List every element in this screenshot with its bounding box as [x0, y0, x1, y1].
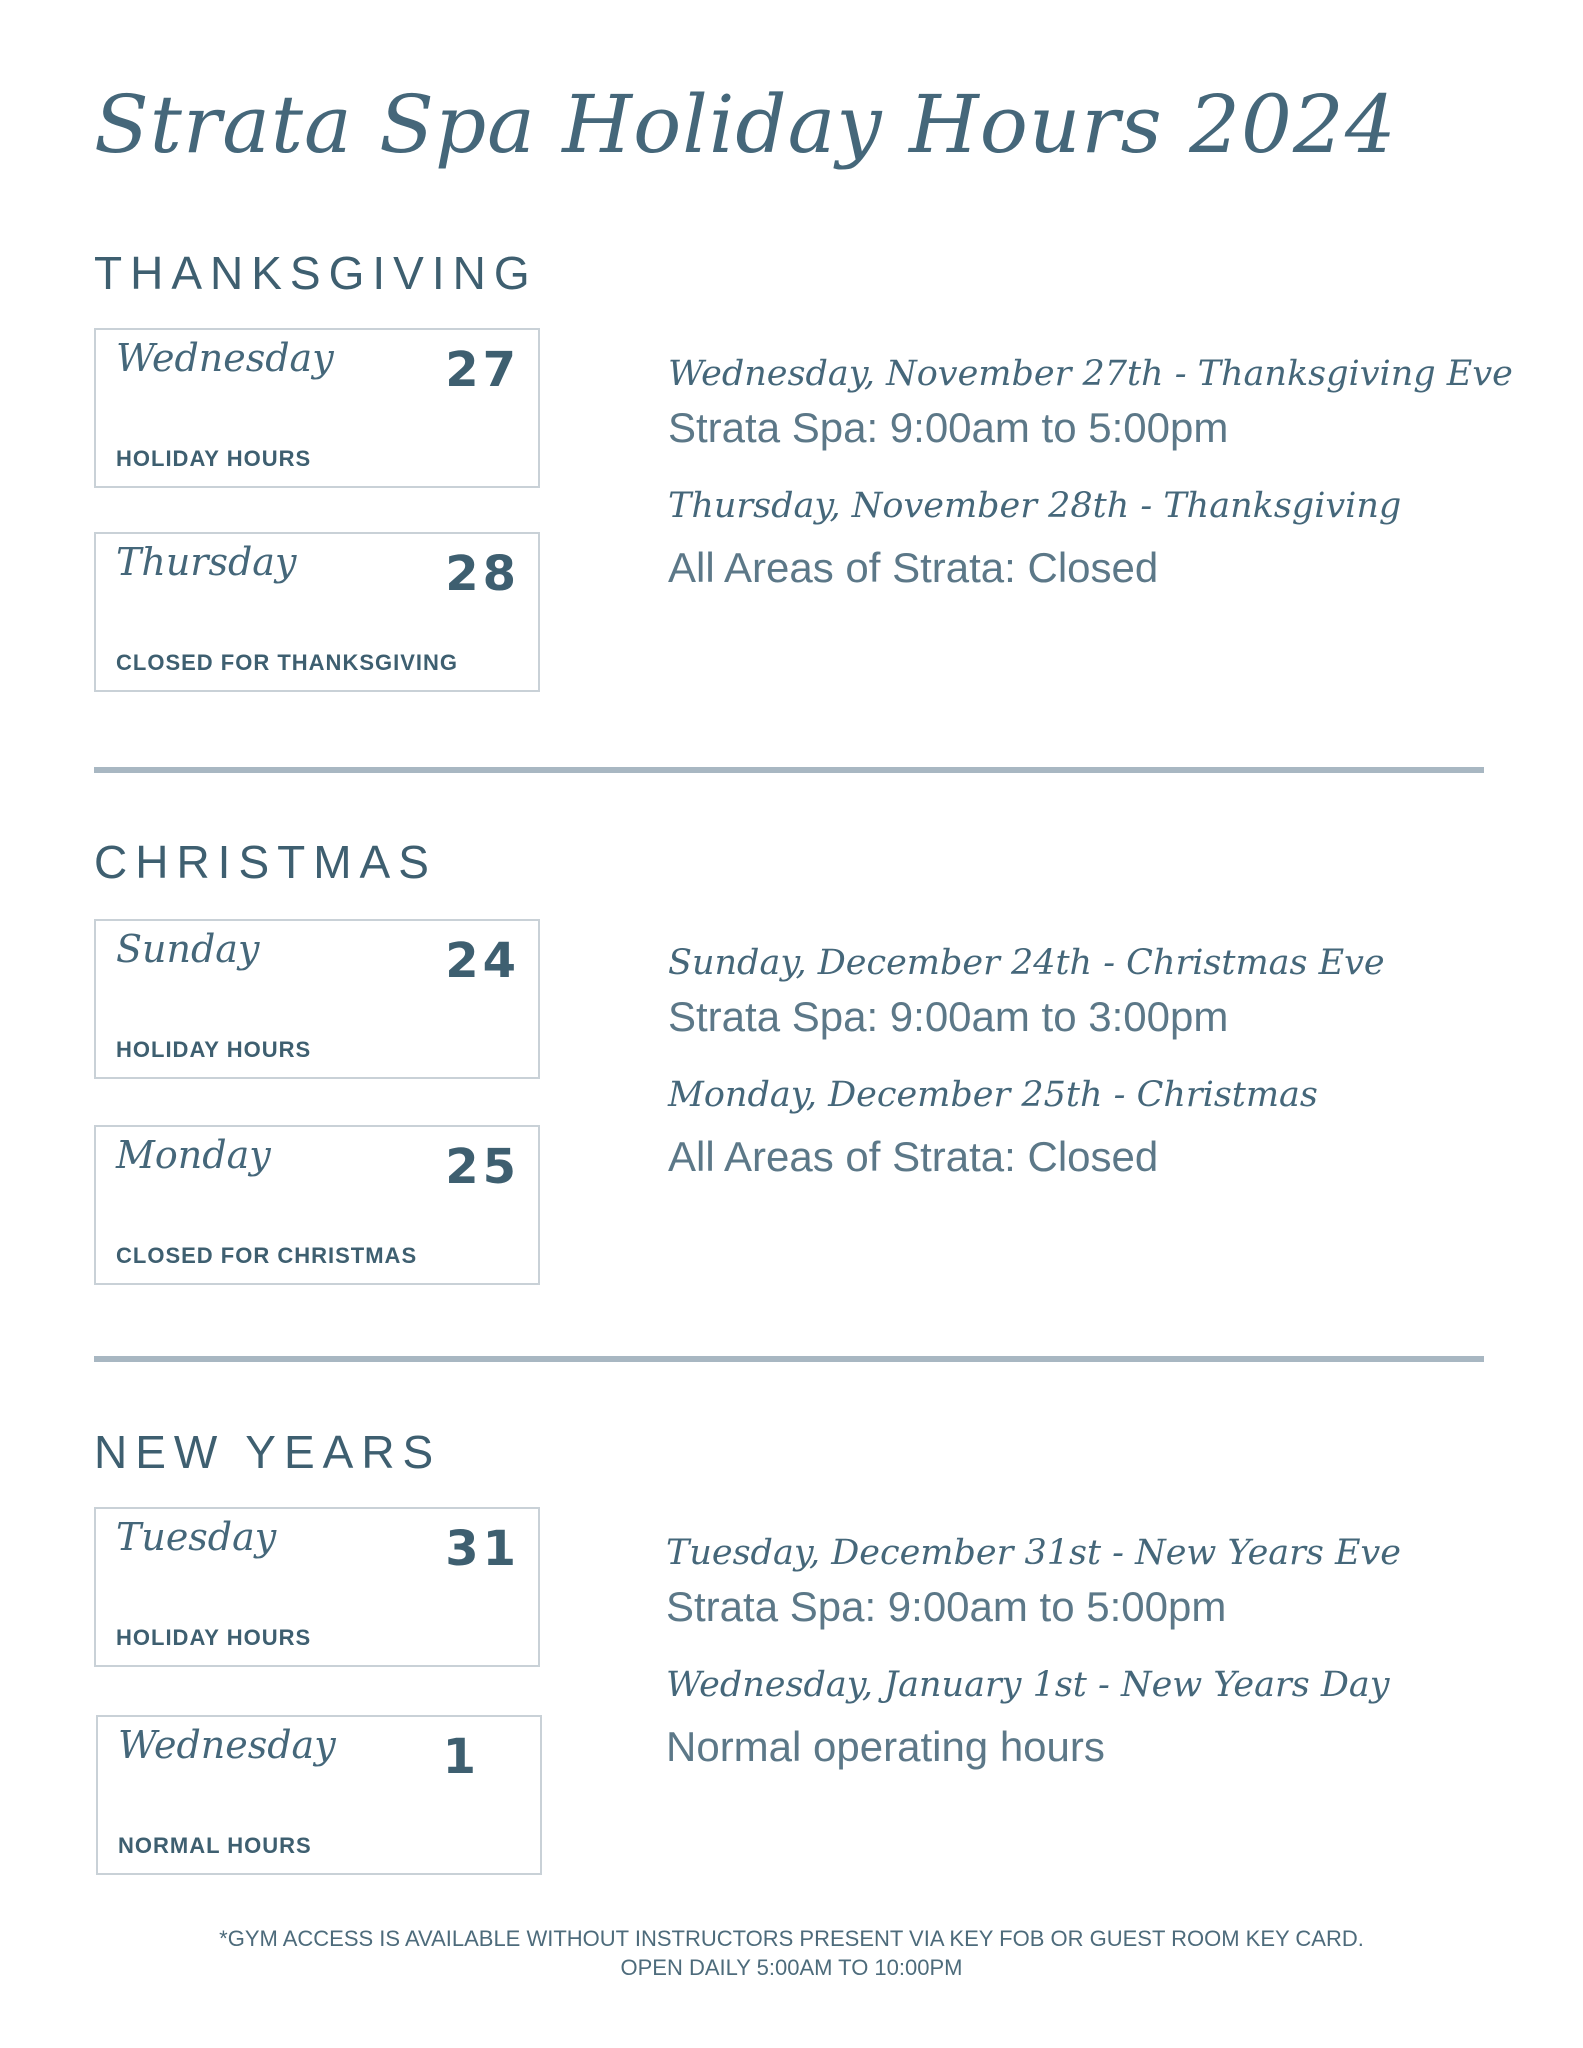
entry-description: Strata Spa: 9:00am to 3:00pm	[668, 993, 1229, 1040]
section-thanksgiving	[0, 246, 1583, 686]
entry-description: All Areas of Strata: Closed	[668, 544, 1159, 591]
date-card	[94, 1125, 540, 1285]
footer-note	[0, 1924, 1583, 1982]
card-date: 27	[445, 342, 520, 398]
entry-date: Wednesday, January 1st - New Years Day	[666, 1665, 1390, 1705]
date-card	[96, 1715, 542, 1875]
card-day: Tuesday	[116, 1515, 277, 1559]
entry-description: All Areas of Strata: Closed	[668, 1133, 1159, 1180]
section-heading: CHRISTMAS	[94, 836, 437, 888]
card-status: NORMAL HOURS	[118, 1833, 312, 1858]
card-date: 31	[445, 1521, 520, 1577]
card-day: Wednesday	[118, 1723, 336, 1767]
date-card	[94, 328, 540, 488]
entry-description: Strata Spa: 9:00am to 5:00pm	[668, 404, 1229, 451]
card-day: Monday	[116, 1133, 271, 1177]
section-heading: NEW YEARS	[94, 1426, 442, 1478]
footer-line-1: *GYM ACCESS IS AVAILABLE WITHOUT INSTRUCTORS PRESENT VIA KEY FOB OR GUEST ROOM KEY CARD.	[219, 1926, 1364, 1951]
card-day: Thursday	[116, 540, 297, 584]
entry-date: Sunday, December 24th - Christmas Eve	[668, 943, 1385, 983]
card-date: 28	[445, 546, 520, 602]
card-date: 25	[445, 1139, 520, 1195]
date-card	[94, 1507, 540, 1667]
card-day: Sunday	[116, 927, 260, 971]
card-date: 24	[445, 933, 520, 989]
card-status: HOLIDAY HOURS	[116, 446, 312, 471]
footer-line-2: OPEN DAILY 5:00AM TO 10:00PM	[620, 1955, 963, 1980]
section-divider	[94, 1356, 1484, 1362]
card-day: Wednesday	[116, 336, 334, 380]
section-divider	[94, 767, 1484, 773]
card-status: HOLIDAY HOURS	[116, 1625, 312, 1650]
page-title: Strata Spa Holiday Hours 2024	[94, 78, 1397, 171]
section-heading: THANKSGIVING	[94, 247, 538, 299]
date-card	[94, 919, 540, 1079]
entry-description: Normal operating hours	[666, 1723, 1105, 1770]
card-status: CLOSED FOR THANKSGIVING	[116, 650, 459, 675]
entry-description: Strata Spa: 9:00am to 5:00pm	[666, 1583, 1227, 1630]
card-status: HOLIDAY HOURS	[116, 1037, 312, 1062]
entry-date: Tuesday, December 31st - New Years Eve	[666, 1533, 1402, 1573]
section-christmas	[0, 835, 1583, 1275]
date-card	[94, 532, 540, 692]
entry-date: Thursday, November 28th - Thanksgiving	[668, 486, 1402, 526]
card-date: 1	[442, 1729, 480, 1785]
section-new-years	[0, 1425, 1583, 1865]
entry-date: Wednesday, November 27th - Thanksgiving Eve	[668, 354, 1513, 394]
entry-date: Monday, December 25th - Christmas	[668, 1075, 1318, 1115]
card-status: CLOSED FOR CHRISTMAS	[116, 1243, 418, 1268]
